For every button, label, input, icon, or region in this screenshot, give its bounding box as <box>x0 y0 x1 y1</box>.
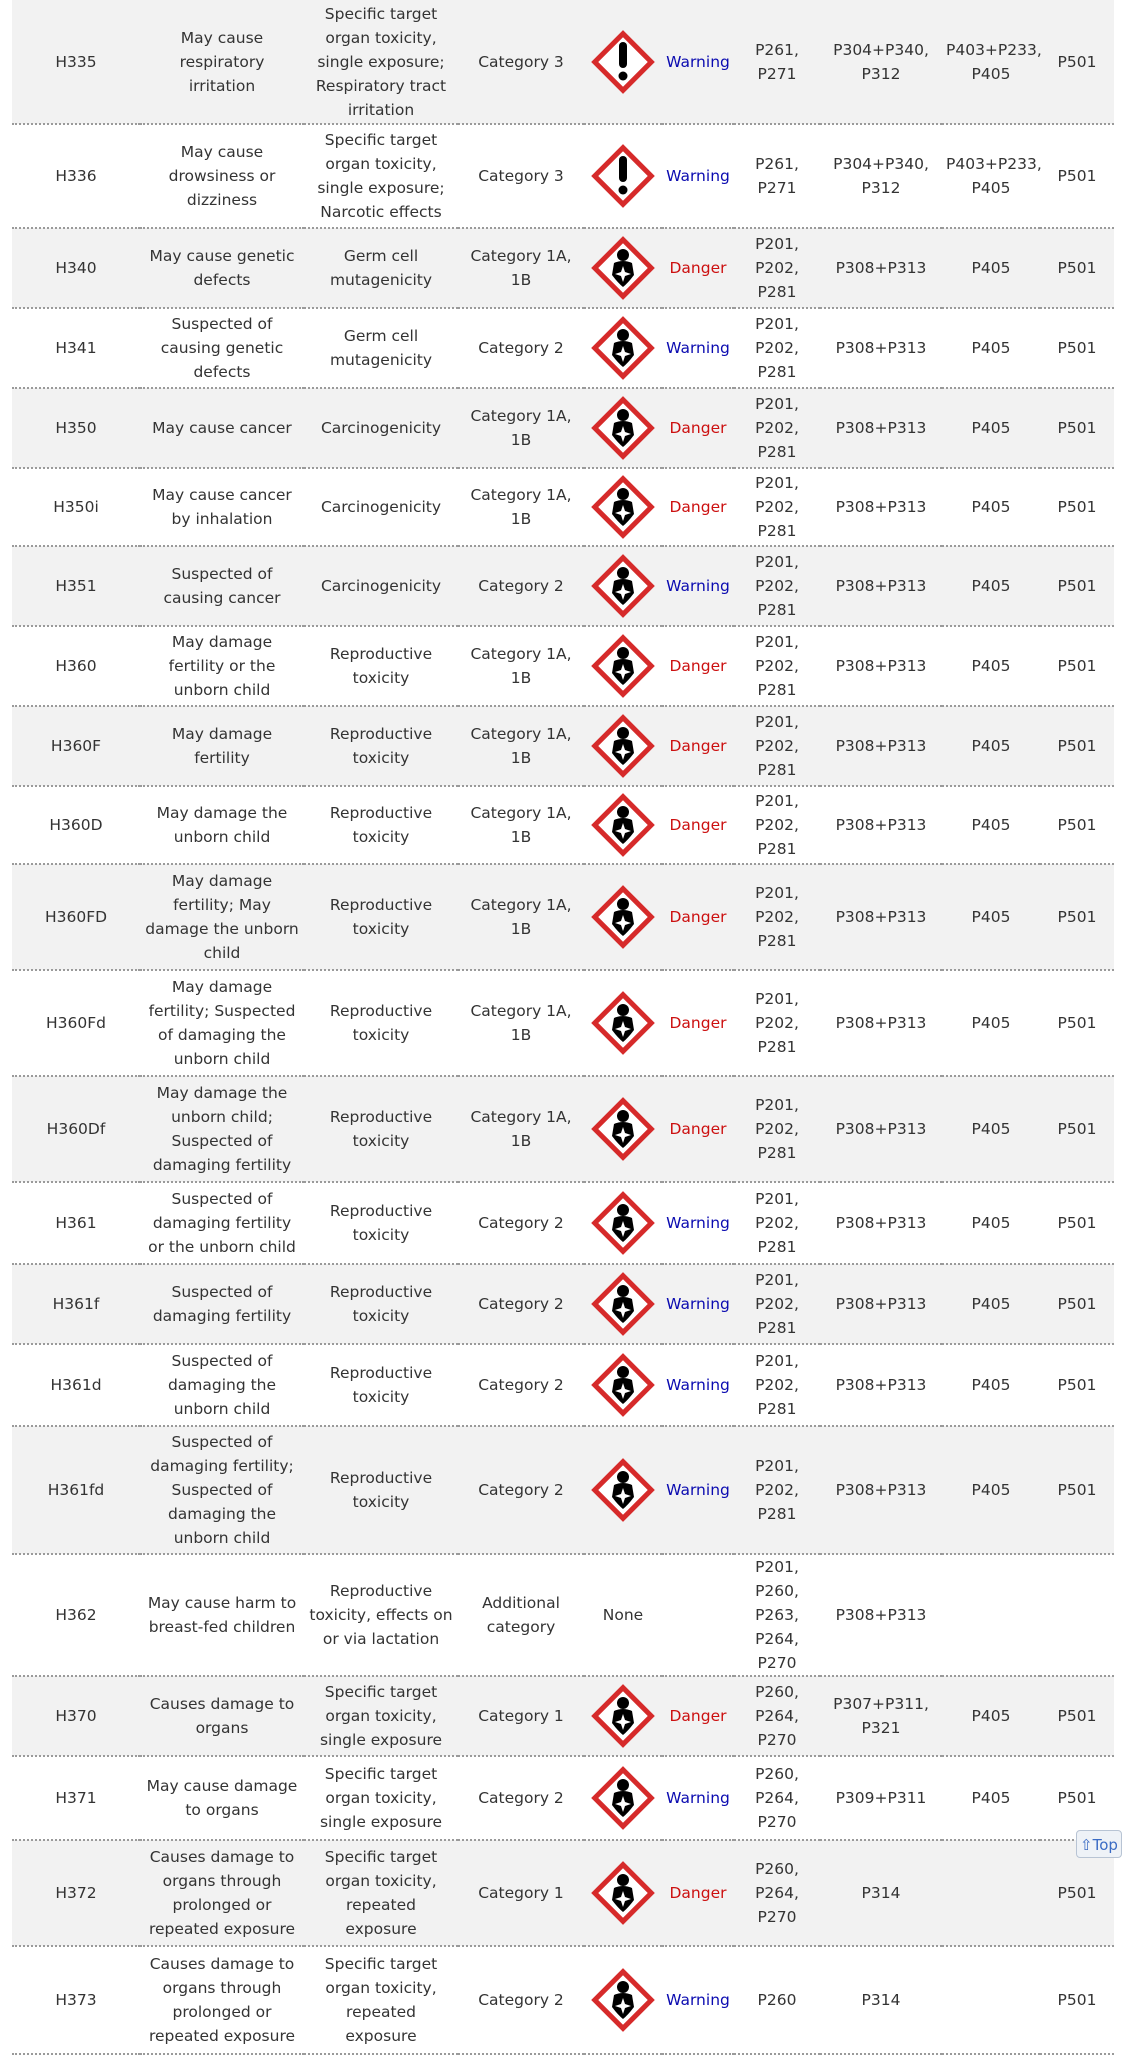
response-cell: P308+P313 <box>820 1554 942 1676</box>
signal-word-cell: Danger <box>662 1676 734 1756</box>
signal-word-cell: Warning <box>662 1946 734 2054</box>
health-hazard-icon <box>588 1269 658 1339</box>
pictogram-cell <box>584 786 662 864</box>
pictogram-cell <box>584 1264 662 1344</box>
signal-word-cell: Danger <box>662 228 734 308</box>
response-cell: P308+P313 <box>820 1182 942 1264</box>
table-row <box>12 1076 1114 1182</box>
signal-word-cell: Danger <box>662 864 734 970</box>
hazard-statement-cell: Causes damage to organs <box>140 1676 304 1756</box>
health-hazard-icon <box>588 233 658 303</box>
storage-cell: P405 <box>942 468 1040 546</box>
category-cell: Category 2 <box>458 1946 584 2054</box>
table-row <box>12 1554 1114 1676</box>
table-row <box>12 1182 1114 1264</box>
signal-word-cell: Danger <box>662 970 734 1076</box>
prevention-cell: P260, P264, P270 <box>734 1756 820 1840</box>
back-to-top-button[interactable]: ⇧Top <box>1076 1830 1122 1858</box>
category-cell: Category 3 <box>458 124 584 228</box>
response-cell: P314 <box>820 1946 942 2054</box>
table-row <box>12 786 1114 864</box>
storage-cell <box>942 1946 1040 2054</box>
storage-cell: P405 <box>942 546 1040 626</box>
hazard-class-cell: Specific target organ toxicity, single exposure <box>304 1756 458 1840</box>
pictogram-cell <box>584 1076 662 1182</box>
health-hazard-icon <box>588 1965 658 2035</box>
prevention-cell: P201, P202, P281 <box>734 786 820 864</box>
hazard-statement-cell: May cause damage to organs <box>140 1756 304 1840</box>
health-hazard-icon <box>588 1094 658 1164</box>
hazard-class-cell: Reproductive toxicity <box>304 1076 458 1182</box>
health-hazard-icon <box>588 551 658 621</box>
pictogram-cell <box>584 1756 662 1840</box>
pictogram-cell <box>584 1840 662 1946</box>
hazard-statement-cell: May cause cancer by inhalation <box>140 468 304 546</box>
response-cell: P314 <box>820 1840 942 1946</box>
health-hazard-icon <box>588 1858 658 1928</box>
storage-cell: P405 <box>942 706 1040 786</box>
hazard-statement-cell: Causes damage to organs through prolonged or repeated exposure <box>140 1946 304 2054</box>
prevention-cell: P201, P202, P281 <box>734 706 820 786</box>
disposal-cell: P501 <box>1040 1756 1114 1840</box>
hazard-code-cell: H361f <box>12 1264 140 1344</box>
response-cell: P308+P313 <box>820 228 942 308</box>
storage-cell: P403+P233, P405 <box>942 0 1040 124</box>
hazard-statement-cell: May cause respiratory irritation <box>140 0 304 124</box>
table-row <box>12 1344 1114 1426</box>
storage-cell: P405 <box>942 308 1040 388</box>
hazard-code-cell: H372 <box>12 1840 140 1946</box>
signal-word-cell: Warning <box>662 1344 734 1426</box>
table-row <box>12 1676 1114 1756</box>
table-row <box>12 468 1114 546</box>
health-hazard-icon <box>588 1188 658 1258</box>
disposal-cell <box>1040 1554 1114 1676</box>
prevention-cell: P201, P202, P281 <box>734 388 820 468</box>
storage-cell: P405 <box>942 970 1040 1076</box>
storage-cell: P405 <box>942 388 1040 468</box>
table-row <box>12 124 1114 228</box>
health-hazard-icon <box>588 313 658 383</box>
table-row <box>12 1946 1114 2054</box>
hazard-code-cell: H373 <box>12 1946 140 2054</box>
hazard-code-cell: H360F <box>12 706 140 786</box>
table-row <box>12 970 1114 1076</box>
storage-cell: P405 <box>942 1676 1040 1756</box>
category-cell: Category 2 <box>458 546 584 626</box>
table-row <box>12 546 1114 626</box>
disposal-cell: P501 <box>1040 1840 1114 1946</box>
storage-cell: P403+P233, P405 <box>942 124 1040 228</box>
pictogram-cell <box>584 1554 662 1676</box>
hazard-class-cell: Reproductive toxicity <box>304 786 458 864</box>
storage-cell: P405 <box>942 626 1040 706</box>
category-cell: Category 1 <box>458 1676 584 1756</box>
category-cell: Category 1A, 1B <box>458 468 584 546</box>
response-cell: P308+P313 <box>820 626 942 706</box>
health-hazard-icon <box>588 882 658 952</box>
hazard-class-cell: Specific target organ toxicity, single exposure; Respiratory tract irritation <box>304 0 458 124</box>
response-cell: P308+P313 <box>820 864 942 970</box>
hazard-class-cell: Reproductive toxicity <box>304 1182 458 1264</box>
category-cell: Category 1A, 1B <box>458 1076 584 1182</box>
table-row <box>12 864 1114 970</box>
prevention-cell: P260 <box>734 1946 820 2054</box>
disposal-cell: P501 <box>1040 864 1114 970</box>
signal-word-cell: Danger <box>662 468 734 546</box>
storage-cell: P405 <box>942 1344 1040 1426</box>
hazard-class-cell: Reproductive toxicity <box>304 1344 458 1426</box>
disposal-cell: P501 <box>1040 626 1114 706</box>
hazard-statement-cell: Suspected of damaging the unborn child <box>140 1344 304 1426</box>
table-row <box>12 1264 1114 1344</box>
pictogram-cell <box>584 864 662 970</box>
hazard-statement-cell: May damage fertility <box>140 706 304 786</box>
hazard-code-cell: H350i <box>12 468 140 546</box>
signal-word-cell: Danger <box>662 706 734 786</box>
signal-word-cell: Warning <box>662 546 734 626</box>
hazard-statement-cell: Suspected of causing genetic defects <box>140 308 304 388</box>
prevention-cell: P201, P202, P281 <box>734 626 820 706</box>
health-hazard-icon <box>588 711 658 781</box>
hazard-class-cell: Reproductive toxicity <box>304 706 458 786</box>
hazard-code-cell: H360Df <box>12 1076 140 1182</box>
pictogram-cell <box>584 308 662 388</box>
category-cell: Category 3 <box>458 0 584 124</box>
signal-word-cell: Warning <box>662 308 734 388</box>
prevention-cell: P201, P202, P281 <box>734 970 820 1076</box>
response-cell: P307+P311, P321 <box>820 1676 942 1756</box>
hazard-class-cell: Reproductive toxicity <box>304 864 458 970</box>
prevention-cell: P261, P271 <box>734 0 820 124</box>
table-row <box>12 308 1114 388</box>
prevention-cell: P261, P271 <box>734 124 820 228</box>
disposal-cell: P501 <box>1040 1344 1114 1426</box>
hazard-statement-cell: May cause harm to breast-fed children <box>140 1554 304 1676</box>
pictogram-cell <box>584 0 662 124</box>
hazard-statements-table <box>12 0 1114 2055</box>
disposal-cell: P501 <box>1040 786 1114 864</box>
hazard-class-cell: Carcinogenicity <box>304 468 458 546</box>
hazard-code-cell: H351 <box>12 546 140 626</box>
hazard-statement-cell: May damage the unborn child; Suspected of damaging fertility <box>140 1076 304 1182</box>
disposal-cell: P501 <box>1040 228 1114 308</box>
pictogram-cell <box>584 546 662 626</box>
hazard-class-cell: Specific target organ toxicity, repeated exposure <box>304 1946 458 2054</box>
category-cell: Category 1A, 1B <box>458 786 584 864</box>
signal-word-cell: Danger <box>662 786 734 864</box>
prevention-cell: P201, P202, P281 <box>734 1182 820 1264</box>
hazard-statement-cell: May damage fertility or the unborn child <box>140 626 304 706</box>
disposal-cell: P501 <box>1040 468 1114 546</box>
hazard-class-cell: Germ cell mutagenicity <box>304 228 458 308</box>
prevention-cell: P201, P202, P281 <box>734 1344 820 1426</box>
category-cell: Category 1A, 1B <box>458 228 584 308</box>
storage-cell: P405 <box>942 1264 1040 1344</box>
hazard-class-cell: Reproductive toxicity <box>304 1426 458 1554</box>
hazard-class-cell: Specific target organ toxicity, single exposure <box>304 1676 458 1756</box>
pictogram-cell <box>584 388 662 468</box>
hazard-statement-cell: May cause genetic defects <box>140 228 304 308</box>
hazard-table-container <box>12 0 1114 2055</box>
storage-cell: P405 <box>942 864 1040 970</box>
category-cell: Category 1 <box>458 1840 584 1946</box>
table-row <box>12 1840 1114 1946</box>
exclamation-mark-icon <box>588 27 658 97</box>
category-cell: Category 1A, 1B <box>458 706 584 786</box>
health-hazard-icon <box>588 631 658 701</box>
hazard-class-cell: Germ cell mutagenicity <box>304 308 458 388</box>
disposal-cell: P501 <box>1040 546 1114 626</box>
hazard-class-cell: Carcinogenicity <box>304 546 458 626</box>
pictogram-cell <box>584 1182 662 1264</box>
category-cell: Additional category <box>458 1554 584 1676</box>
disposal-cell: P501 <box>1040 1946 1114 2054</box>
pictogram-cell <box>584 1676 662 1756</box>
pictogram-cell <box>584 1344 662 1426</box>
signal-word-cell: Danger <box>662 1840 734 1946</box>
signal-word-cell <box>662 1554 734 1676</box>
prevention-cell: P201, P202, P281 <box>734 228 820 308</box>
pictogram-cell <box>584 626 662 706</box>
response-cell: P308+P313 <box>820 308 942 388</box>
prevention-cell: P260, P264, P270 <box>734 1840 820 1946</box>
table-row <box>12 1426 1114 1554</box>
signal-word-cell: Warning <box>662 1264 734 1344</box>
table-row <box>12 1756 1114 1840</box>
exclamation-mark-icon <box>588 141 658 211</box>
storage-cell: P405 <box>942 1426 1040 1554</box>
category-cell: Category 2 <box>458 1426 584 1554</box>
health-hazard-icon <box>588 1681 658 1751</box>
prevention-cell: P201, P202, P281 <box>734 864 820 970</box>
hazard-statement-cell: Causes damage to organs through prolonged or repeated exposure <box>140 1840 304 1946</box>
hazard-statement-cell: May damage the unborn child <box>140 786 304 864</box>
storage-cell <box>942 1554 1040 1676</box>
response-cell: P308+P313 <box>820 1426 942 1554</box>
disposal-cell: P501 <box>1040 388 1114 468</box>
response-cell: P308+P313 <box>820 786 942 864</box>
health-hazard-icon <box>588 472 658 542</box>
health-hazard-icon <box>588 790 658 860</box>
hazard-table-body <box>12 0 1114 2054</box>
prevention-cell: P201, P202, P281 <box>734 546 820 626</box>
hazard-statement-cell: Suspected of causing cancer <box>140 546 304 626</box>
disposal-cell: P501 <box>1040 124 1114 228</box>
hazard-code-cell: H340 <box>12 228 140 308</box>
hazard-statement-cell: Suspected of damaging fertility or the unborn child <box>140 1182 304 1264</box>
pictogram-cell <box>584 124 662 228</box>
hazard-statement-cell: May damage fertility; May damage the unborn child <box>140 864 304 970</box>
disposal-cell: P501 <box>1040 1676 1114 1756</box>
category-cell: Category 1A, 1B <box>458 626 584 706</box>
disposal-cell: P501 <box>1040 1426 1114 1554</box>
signal-word-cell: Danger <box>662 1076 734 1182</box>
response-cell: P308+P313 <box>820 546 942 626</box>
response-cell: P304+P340, P312 <box>820 0 942 124</box>
hazard-class-cell: Reproductive toxicity <box>304 626 458 706</box>
category-cell: Category 2 <box>458 308 584 388</box>
hazard-code-cell: H361 <box>12 1182 140 1264</box>
pictogram-cell <box>584 706 662 786</box>
hazard-code-cell: H341 <box>12 308 140 388</box>
pictogram-cell <box>584 468 662 546</box>
no-pictogram-label: None <box>602 1606 644 1624</box>
table-row <box>12 388 1114 468</box>
hazard-class-cell: Carcinogenicity <box>304 388 458 468</box>
hazard-class-cell: Specific target organ toxicity, single exposure; Narcotic effects <box>304 124 458 228</box>
signal-word-cell: Danger <box>662 626 734 706</box>
response-cell: P308+P313 <box>820 706 942 786</box>
response-cell: P308+P313 <box>820 1076 942 1182</box>
prevention-cell: P201, P202, P281 <box>734 1076 820 1182</box>
hazard-code-cell: H360 <box>12 626 140 706</box>
health-hazard-icon <box>588 1763 658 1833</box>
storage-cell <box>942 1840 1040 1946</box>
hazard-class-cell: Reproductive toxicity <box>304 1264 458 1344</box>
pictogram-cell <box>584 1426 662 1554</box>
table-row <box>12 626 1114 706</box>
hazard-code-cell: H361d <box>12 1344 140 1426</box>
response-cell: P304+P340, P312 <box>820 124 942 228</box>
prevention-cell: P260, P264, P270 <box>734 1676 820 1756</box>
hazard-code-cell: H336 <box>12 124 140 228</box>
prevention-cell: P201, P202, P281 <box>734 468 820 546</box>
hazard-code-cell: H360D <box>12 786 140 864</box>
health-hazard-icon <box>588 393 658 463</box>
table-row <box>12 228 1114 308</box>
hazard-statement-cell: Suspected of damaging fertility <box>140 1264 304 1344</box>
hazard-code-cell: H371 <box>12 1756 140 1840</box>
disposal-cell: P501 <box>1040 1076 1114 1182</box>
disposal-cell: P501 <box>1040 1182 1114 1264</box>
prevention-cell: P201, P202, P281 <box>734 308 820 388</box>
pictogram-cell <box>584 228 662 308</box>
response-cell: P308+P313 <box>820 388 942 468</box>
category-cell: Category 2 <box>458 1264 584 1344</box>
category-cell: Category 1A, 1B <box>458 970 584 1076</box>
hazard-class-cell: Specific target organ toxicity, repeated exposure <box>304 1840 458 1946</box>
hazard-code-cell: H362 <box>12 1554 140 1676</box>
prevention-cell: P201, P202, P281 <box>734 1264 820 1344</box>
prevention-cell: P201, P202, P281 <box>734 1426 820 1554</box>
category-cell: Category 2 <box>458 1182 584 1264</box>
hazard-code-cell: H350 <box>12 388 140 468</box>
health-hazard-icon <box>588 1455 658 1525</box>
hazard-statement-cell: May cause drowsiness or dizziness <box>140 124 304 228</box>
hazard-code-cell: H360FD <box>12 864 140 970</box>
prevention-cell: P201, P260, P263, P264, P270 <box>734 1554 820 1676</box>
signal-word-cell: Warning <box>662 1426 734 1554</box>
signal-word-cell: Warning <box>662 0 734 124</box>
hazard-statement-cell: May cause cancer <box>140 388 304 468</box>
category-cell: Category 2 <box>458 1756 584 1840</box>
storage-cell: P405 <box>942 228 1040 308</box>
disposal-cell: P501 <box>1040 0 1114 124</box>
hazard-statement-cell: May damage fertility; Suspected of damaging the unborn child <box>140 970 304 1076</box>
signal-word-cell: Danger <box>662 388 734 468</box>
category-cell: Category 2 <box>458 1344 584 1426</box>
disposal-cell: P501 <box>1040 706 1114 786</box>
storage-cell: P405 <box>942 1756 1040 1840</box>
response-cell: P308+P313 <box>820 1264 942 1344</box>
disposal-cell: P501 <box>1040 308 1114 388</box>
health-hazard-icon <box>588 1350 658 1420</box>
storage-cell: P405 <box>942 786 1040 864</box>
category-cell: Category 1A, 1B <box>458 388 584 468</box>
disposal-cell: P501 <box>1040 1264 1114 1344</box>
hazard-code-cell: H335 <box>12 0 140 124</box>
hazard-statement-cell: Suspected of damaging fertility; Suspected of damaging the unborn child <box>140 1426 304 1554</box>
response-cell: P309+P311 <box>820 1756 942 1840</box>
signal-word-cell: Warning <box>662 124 734 228</box>
disposal-cell: P501 <box>1040 970 1114 1076</box>
pictogram-cell <box>584 1946 662 2054</box>
storage-cell: P405 <box>942 1076 1040 1182</box>
hazard-code-cell: H361fd <box>12 1426 140 1554</box>
pictogram-cell <box>584 970 662 1076</box>
hazard-code-cell: H370 <box>12 1676 140 1756</box>
table-row <box>12 0 1114 124</box>
response-cell: P308+P313 <box>820 1344 942 1426</box>
signal-word-cell: Warning <box>662 1756 734 1840</box>
response-cell: P308+P313 <box>820 468 942 546</box>
health-hazard-icon <box>588 988 658 1058</box>
category-cell: Category 1A, 1B <box>458 864 584 970</box>
hazard-class-cell: Reproductive toxicity, effects on or via lactation <box>304 1554 458 1676</box>
storage-cell: P405 <box>942 1182 1040 1264</box>
response-cell: P308+P313 <box>820 970 942 1076</box>
hazard-code-cell: H360Fd <box>12 970 140 1076</box>
signal-word-cell: Warning <box>662 1182 734 1264</box>
hazard-class-cell: Reproductive toxicity <box>304 970 458 1076</box>
table-row <box>12 706 1114 786</box>
